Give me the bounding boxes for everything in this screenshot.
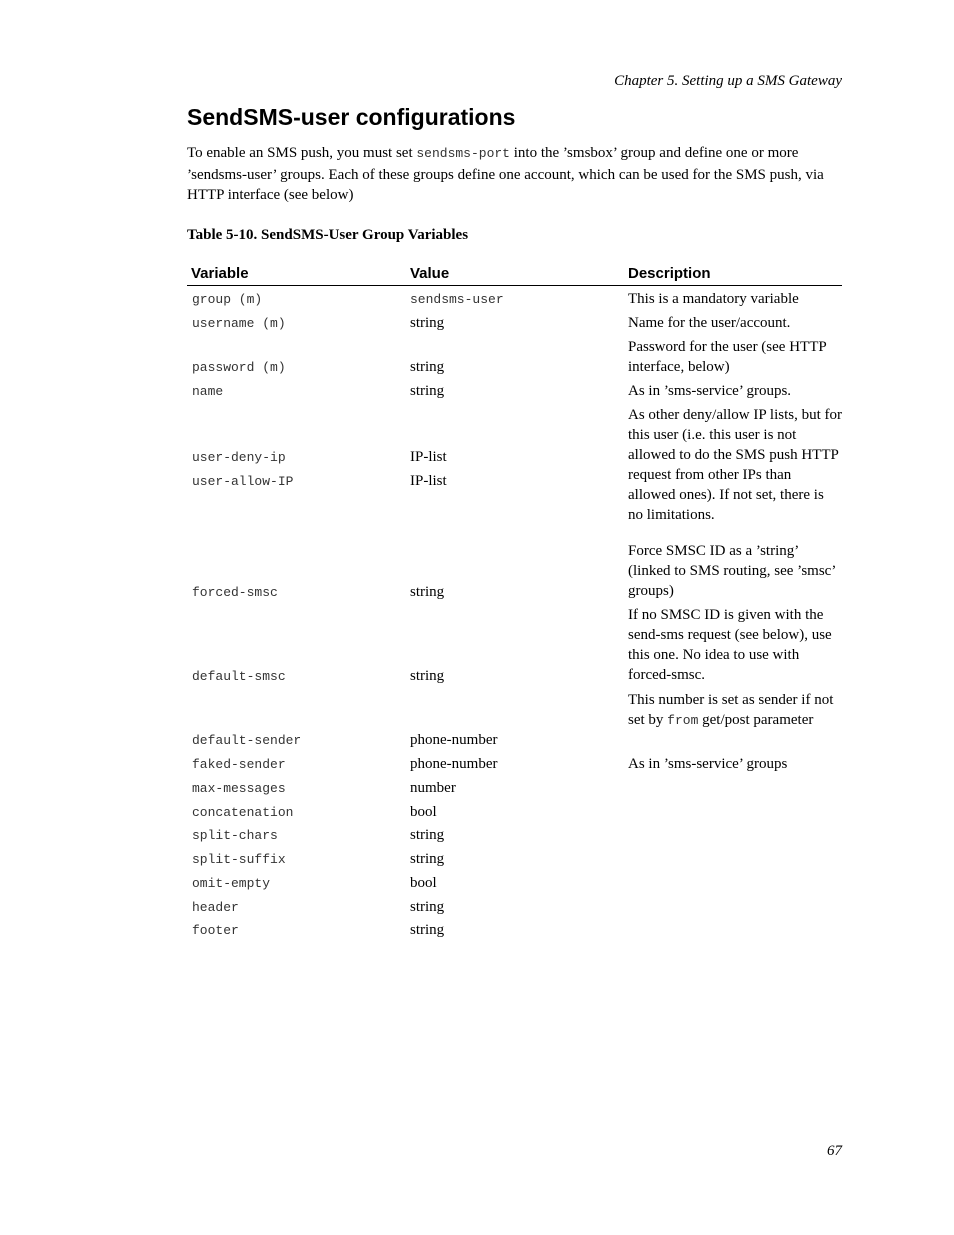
- val-header: string: [410, 899, 445, 915]
- var-omit-empty: omit-empty: [192, 876, 271, 891]
- var-concatenation: concatenation: [192, 805, 294, 820]
- desc-default-smsc: If no SMSC ID is given with the send-sms request (see below), use this one. No idea to use with forced-smsc.: [628, 607, 832, 683]
- desc-default-sender-code: from: [667, 713, 699, 728]
- val-concatenation: bool: [410, 804, 437, 820]
- intro-code: sendsms-port: [416, 146, 510, 161]
- var-header: header: [192, 900, 239, 915]
- var-faked-sender: faked-sender: [192, 757, 286, 772]
- val-omit-empty: bool: [410, 875, 437, 891]
- var-user-allow-ip: user-allow-IP: [192, 474, 294, 489]
- var-max-messages: max-messages: [192, 781, 286, 796]
- var-footer: footer: [192, 923, 239, 938]
- val-footer: string: [410, 922, 445, 938]
- var-split-suffix: split-suffix: [192, 852, 286, 867]
- intro-paragraph: [187, 143, 847, 206]
- var-password: password (m): [192, 360, 286, 375]
- var-user-deny-ip: user-deny-ip: [192, 450, 286, 465]
- val-username: string: [410, 315, 445, 331]
- desc-forced-smsc: Force SMSC ID as a ’string’ (linked to SMS routing, see ’smsc’ groups): [628, 543, 836, 599]
- intro-text-2: into the ’smsbox’ group and define one or more ’sendsms-user’ groups. Each of these groups define one account, which can be used for the SMS push, via HTTP interface (see below): [187, 145, 824, 203]
- desc-default-sender-text-1: This number is set as sender if not set by: [628, 692, 834, 728]
- val-default-sender: phone-number: [410, 732, 498, 748]
- header-variable: Variable: [191, 265, 249, 282]
- desc-ip-lists: As other deny/allow IP lists, but for this user (i.e. this user is not allowed to do the SMS push HTTP request from other IPs than allowed ones). If not set, there is no limitations.: [628, 407, 843, 523]
- val-user-allow-ip: IP-list: [410, 473, 447, 489]
- desc-password: Password for the user (see HTTP interface, below): [628, 339, 827, 375]
- val-password: string: [410, 359, 445, 375]
- table-caption: Table 5-10. SendSMS-User Group Variables: [187, 227, 469, 243]
- desc-name: As in ’sms-service’ groups.: [628, 383, 792, 399]
- desc-default-sender: [628, 690, 842, 731]
- var-split-chars: split-chars: [192, 828, 278, 843]
- var-name: name: [192, 384, 224, 399]
- val-forced-smsc: string: [410, 584, 445, 600]
- val-default-smsc: string: [410, 668, 445, 684]
- desc-username: Name for the user/account.: [628, 315, 791, 331]
- desc-group: This is a mandatory variable: [628, 291, 799, 307]
- running-head: Chapter 5. Setting up a SMS Gateway: [614, 73, 842, 89]
- val-max-messages: number: [410, 780, 456, 796]
- var-group: group (m): [192, 292, 263, 307]
- header-description: Description: [628, 265, 711, 282]
- var-username: username (m): [192, 316, 286, 331]
- val-faked-sender: phone-number: [410, 756, 498, 772]
- intro-text-1: To enable an SMS push, you must set: [187, 145, 417, 161]
- header-value: Value: [410, 265, 450, 282]
- var-default-sender: default-sender: [192, 733, 302, 748]
- var-default-smsc: default-smsc: [192, 669, 286, 684]
- val-split-suffix: string: [410, 851, 445, 867]
- desc-default-sender-text-2: get/post parameter: [698, 712, 814, 728]
- desc-faked-sender: As in ’sms-service’ groups: [628, 756, 788, 772]
- header-rule: [187, 285, 842, 286]
- val-name: string: [410, 383, 445, 399]
- section-title: SendSMS-user configurations: [187, 104, 516, 130]
- val-group: sendsms-user: [410, 292, 504, 307]
- val-split-chars: string: [410, 827, 445, 843]
- page-number: 67: [827, 1143, 842, 1159]
- var-forced-smsc: forced-smsc: [192, 585, 278, 600]
- val-user-deny-ip: IP-list: [410, 449, 447, 465]
